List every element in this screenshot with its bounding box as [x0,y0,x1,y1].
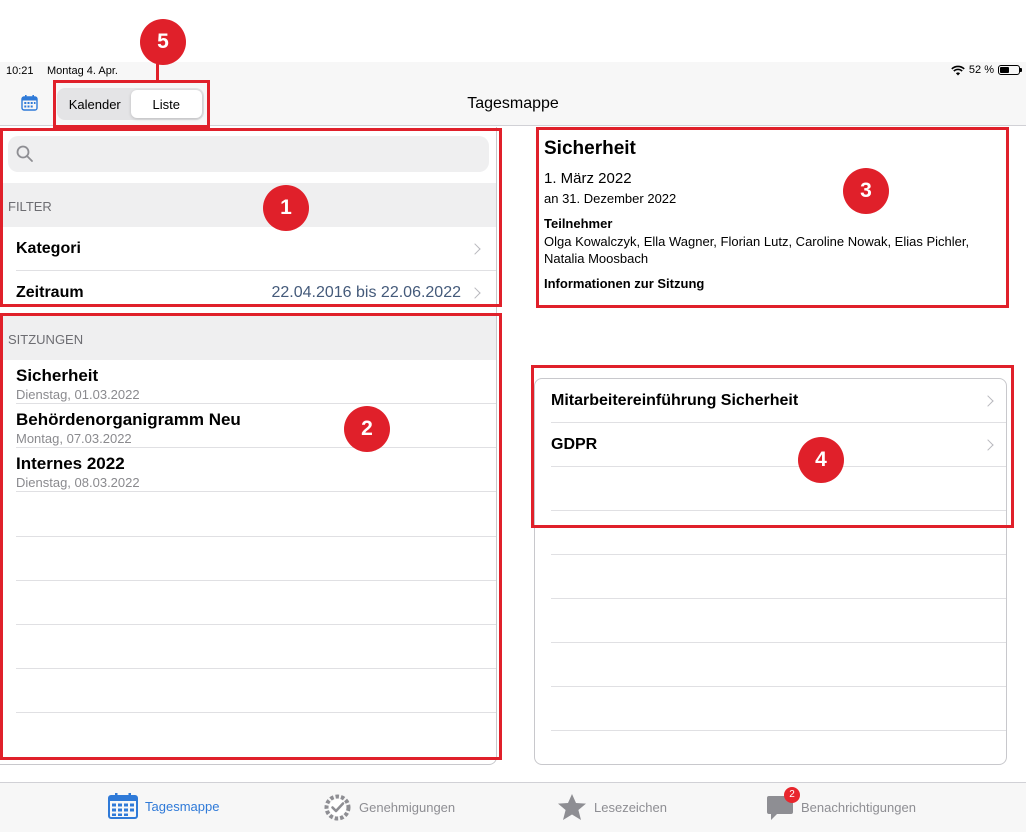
participants-label: Teilnehmer [544,216,613,231]
session-date: Dienstag, 08.03.2022 [16,475,140,490]
annotation-marker-4: 4 [798,437,844,483]
sessions-section-header: SITZUNGEN [0,316,497,360]
segment-liste[interactable]: Liste [131,90,203,118]
session-title: Sicherheit [16,366,99,385]
battery-icon [998,65,1020,75]
status-time: 10:21 [6,65,34,77]
highlight-box-5 [53,80,210,128]
tab-genehmigungen[interactable] [323,793,455,822]
session-date: Dienstag, 01.03.2022 [16,387,140,402]
star-icon [557,793,587,821]
filter-section-header: FILTER [0,183,497,227]
approval-check-icon [323,793,352,822]
detail-end-date: an 31. Dezember 2022 [544,191,677,206]
callout-connector [156,64,159,82]
agenda-item-label: Mitarbeitereinführung Sicherheit [551,391,799,409]
status-right [951,64,1020,76]
battery-percent: 52 % [968,64,994,76]
agenda-item-label: GDPR [551,435,598,453]
detail-title: Sicherheit [544,138,636,159]
tab-label: Genehmigungen [359,800,456,815]
tab-label: Benachrichtigungen [801,799,916,815]
filter-label: Kategori [16,239,81,257]
annotation-marker-3: 3 [843,168,889,214]
highlight-box-3 [536,127,1009,308]
session-title: Internes 2022 [16,454,125,473]
filter-label: Zeitraum [16,283,84,301]
tab-label: Tagesmappe [145,798,220,814]
annotation-marker-2: 2 [344,406,390,452]
tab-bar [0,782,1026,832]
detail-start-date: 1. März 2022 [544,170,632,187]
participants-list: Olga Kowalczyk, Ella Wagner, Florian Lutz, Caroline Nowak, Elias Pichler, Natalia Moosbach [544,234,970,266]
status-date: Montag 4. Apr. [47,65,118,77]
session-title: Behördenorganigramm Neu [16,410,241,429]
session-date: Montag, 07.03.2022 [16,431,132,446]
list-divider [551,730,1006,731]
annotation-marker-5: 5 [140,19,186,65]
filter-value: 22.04.2016 bis 22.06.2022 [271,283,461,301]
annotation-marker-1: 1 [263,185,309,231]
wifi-icon [951,65,965,76]
tab-label: Lesezeichen [594,799,667,815]
highlight-box-2 [0,313,502,760]
list-divider [551,686,1006,687]
highlight-box-4 [531,365,1014,528]
tab-tagesmappe[interactable] [108,793,219,819]
list-divider [551,642,1006,643]
page-title: Tagesmappe [467,95,559,112]
calendar-grid-icon [108,793,138,819]
list-divider [551,598,1006,599]
tab-benachrichtigungen[interactable] [766,789,916,821]
notification-badge: 2 [784,787,800,803]
status-bar [0,62,1026,80]
tab-lesezeichen[interactable] [557,793,667,821]
highlight-box-1 [0,128,502,307]
list-divider [551,554,1006,555]
session-info-label: Informationen zur Sitzung [544,276,705,291]
segment-kalender[interactable]: Kalender [68,96,121,112]
